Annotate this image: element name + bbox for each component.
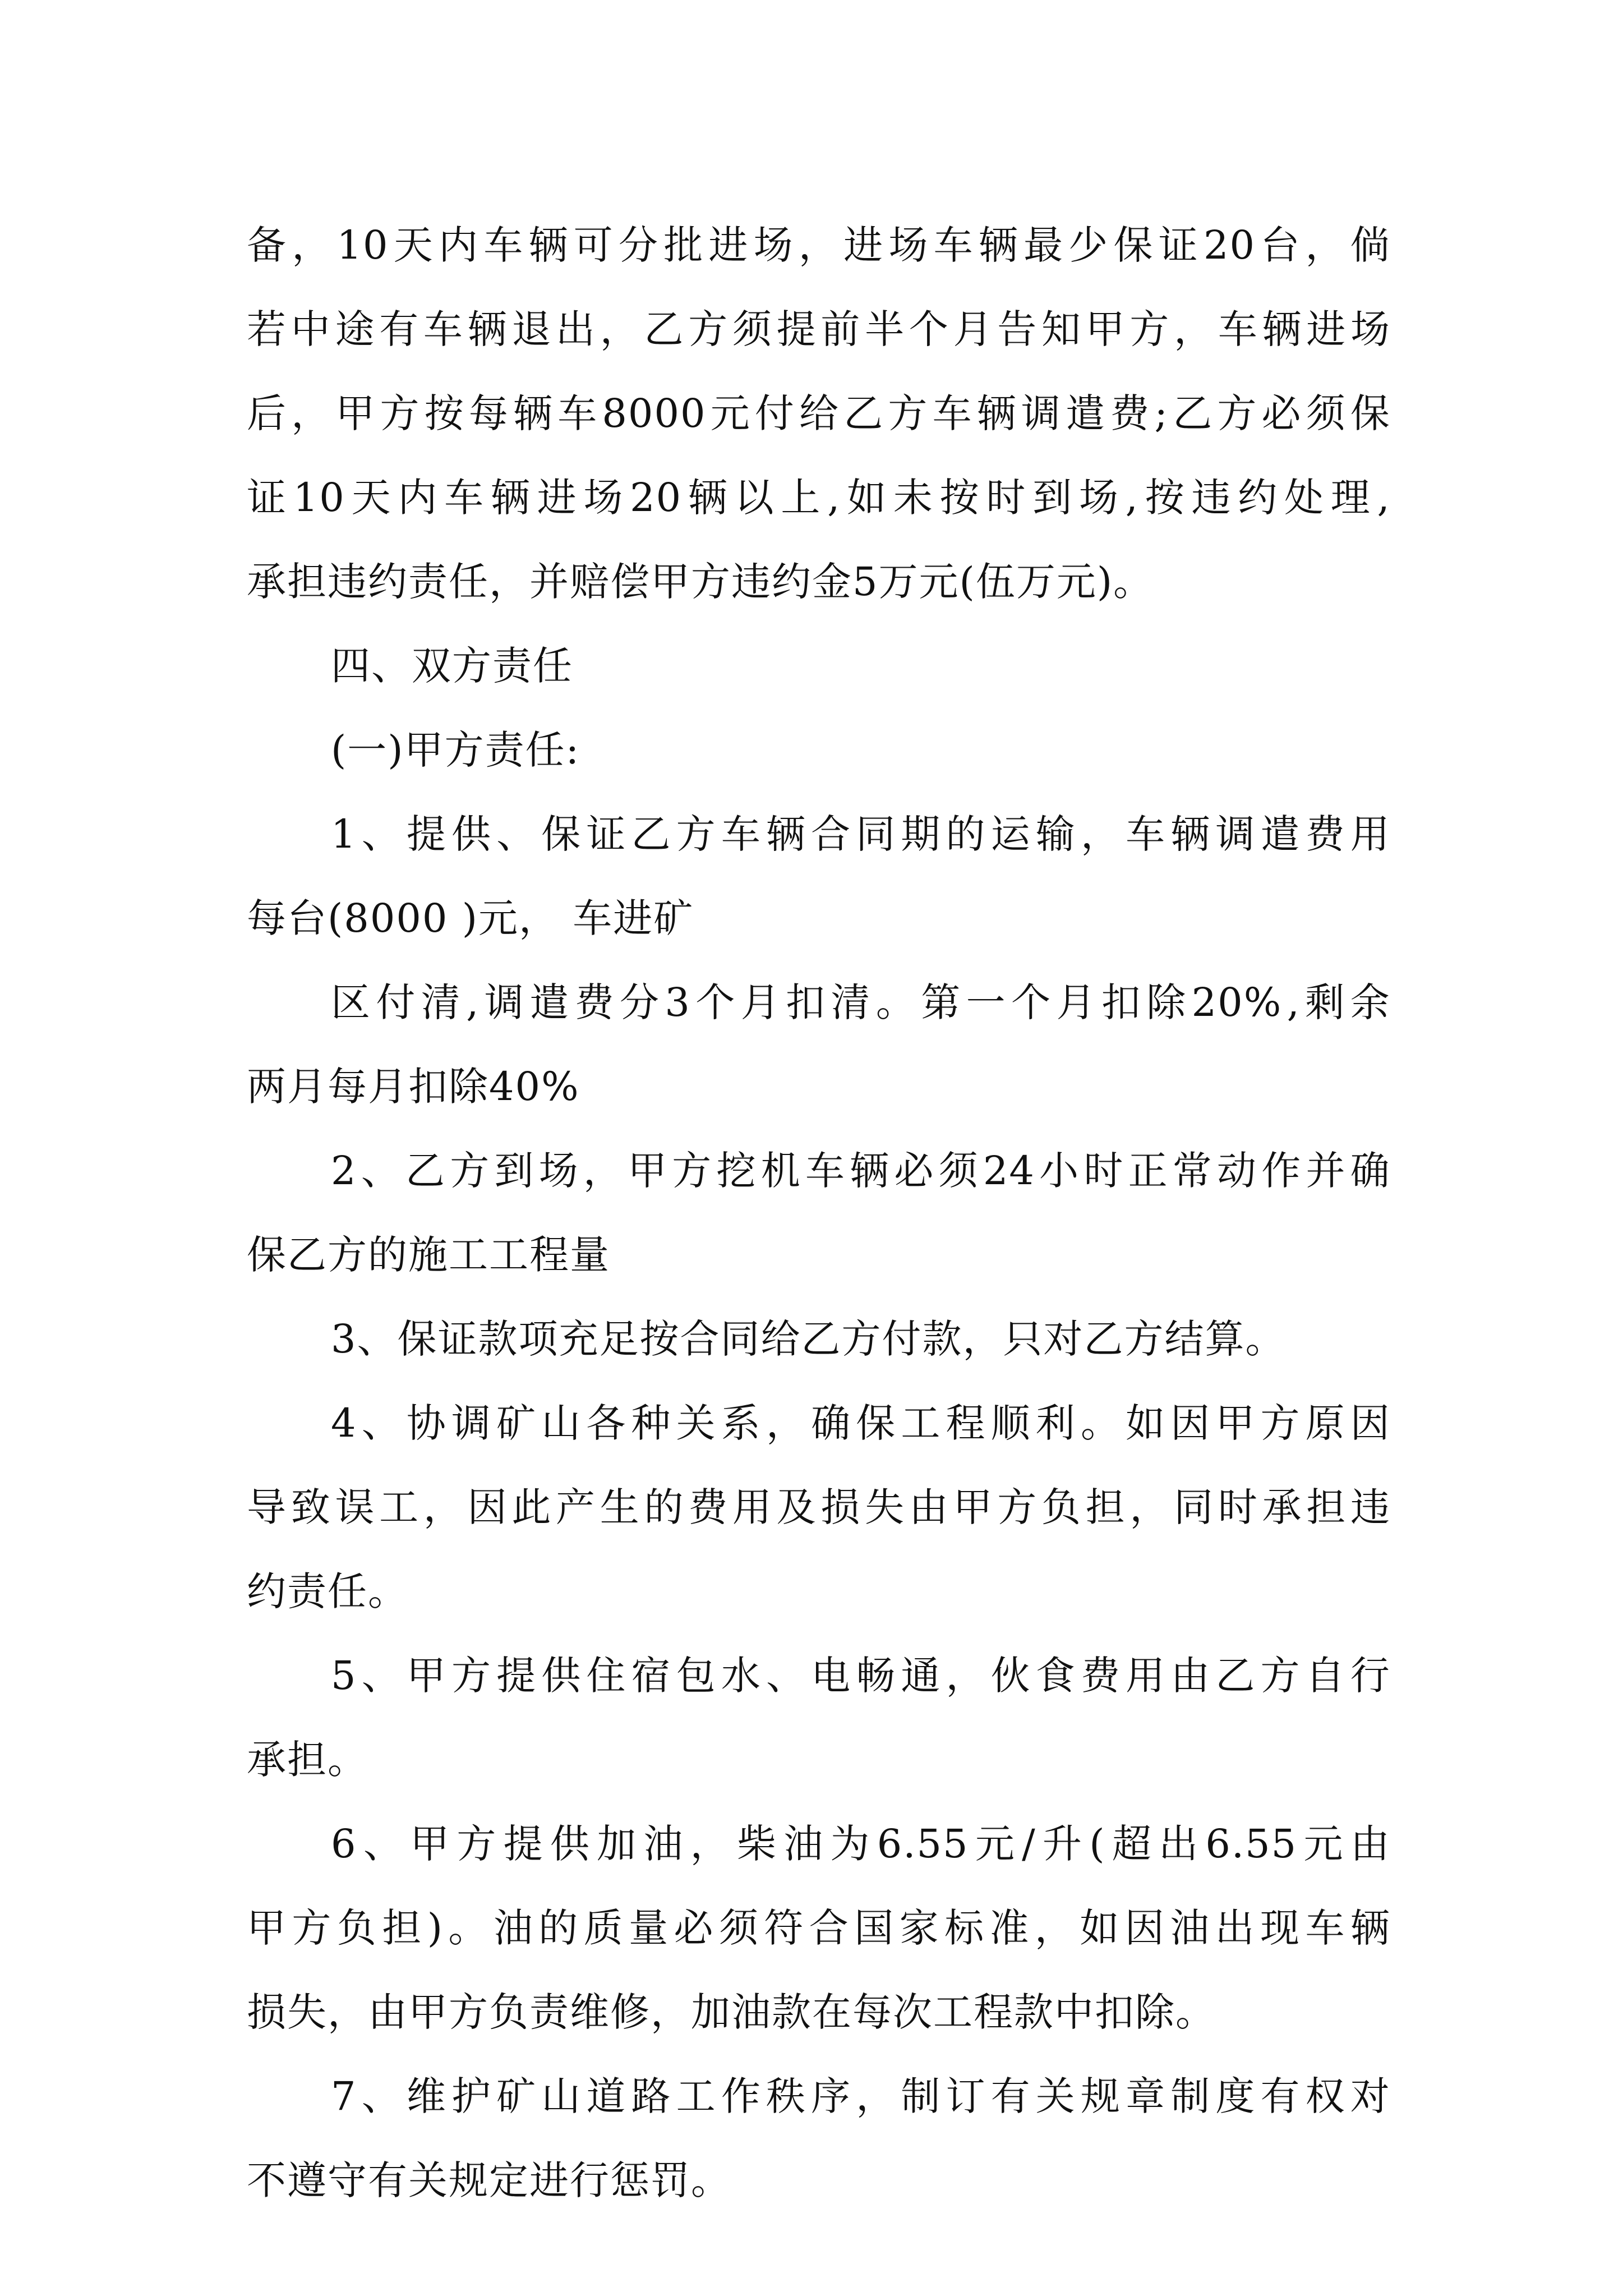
list-item-line: 7 、 维 护 矿 山 道 路 工 作 秩 序 ， 制 订 有 关 规 章 制 度 有 权 对 <box>331 2073 1391 2119</box>
list-item-line: 3、保证款项充足按合同给乙方付款，只对乙方结算。 <box>331 1316 1286 1362</box>
section-heading: 四、双方责任 <box>331 643 573 689</box>
list-item-line: 导 致 误 工 ， 因 此 产 生 的 费 用 及 损 失 由 甲 方 负 担 ， 同 时 承 担 违 <box>247 1484 1391 1530</box>
list-item-line: 每台(8000 )元， 车进矿 <box>247 895 694 941</box>
list-item-line: 两月每月扣除40% <box>247 1064 580 1110</box>
list-item-line: 不遵守有关规定进行惩罚。 <box>247 2157 731 2203</box>
list-item-line: 区 付 清 , 调 遣 费 分 3 个 月 扣 清 。 第 一 个 月 扣 除 20% , 剩 余 <box>331 979 1391 1025</box>
list-item-line: 甲 方 负 担 ) 。 油 的 质 量 必 须 符 合 国 家 标 准 ， 如 因 油 出 现 车 辆 <box>247 1905 1391 1951</box>
list-item-line: 约责任。 <box>247 1568 408 1614</box>
paragraph-line: 备 ， 10 天 内 车 辆 可 分 批 进 场 ， 进 场 车 辆 最 少 保 证 20 台 ， 倘 <box>247 222 1391 268</box>
list-item-line: 1 、 提 供 、 保 证 乙 方 车 辆 合 同 期 的 运 输 ， 车 辆 调 遣 费 用 <box>331 811 1391 857</box>
list-item-line: 保乙方的施工工程量 <box>247 1232 610 1278</box>
list-item-line: 6 、 甲 方 提 供 加 油 ， 柴 油 为 6.55 元 / 升 ( 超 出 6.55 元 由 <box>331 1821 1391 1867</box>
list-item-line: 2 、 乙 方 到 场 ， 甲 方 挖 机 车 辆 必 须 24 小 时 正 常 动 作 并 确 <box>331 1148 1391 1194</box>
list-item-line: 5 、 甲 方 提 供 住 宿 包 水 、 电 畅 通 ， 伙 食 费 用 由 乙 方 自 行 <box>331 1653 1391 1699</box>
paragraph-line: 若 中 途 有 车 辆 退 出 ， 乙 方 须 提 前 半 个 月 告 知 甲 方 ， 车 辆 进 场 <box>247 306 1391 352</box>
paragraph-line: 证 10 天 内 车 辆 进 场 20 辆 以 上 , 如 未 按 时 到 场 , 按 违 约 处 理 , <box>247 475 1391 521</box>
list-item-line: 损失，由甲方负责维修，加油款在每次工程款中扣除。 <box>247 1989 1216 2035</box>
paragraph-line: 后 ， 甲 方 按 每 辆 车 8000 元 付 给 乙 方 车 辆 调 遣 费 ; 乙 方 必 须 保 <box>247 390 1391 436</box>
subsection-heading: (一)甲方责任: <box>331 727 580 773</box>
list-item-line: 承担。 <box>247 1737 368 1783</box>
paragraph-line: 承担违约责任，并赔偿甲方违约金5万元(伍万元)。 <box>247 559 1154 605</box>
list-item-line: 4 、 协 调 矿 山 各 种 关 系 ， 确 保 工 程 顺 利 。 如 因 甲 方 原 因 <box>331 1400 1391 1446</box>
